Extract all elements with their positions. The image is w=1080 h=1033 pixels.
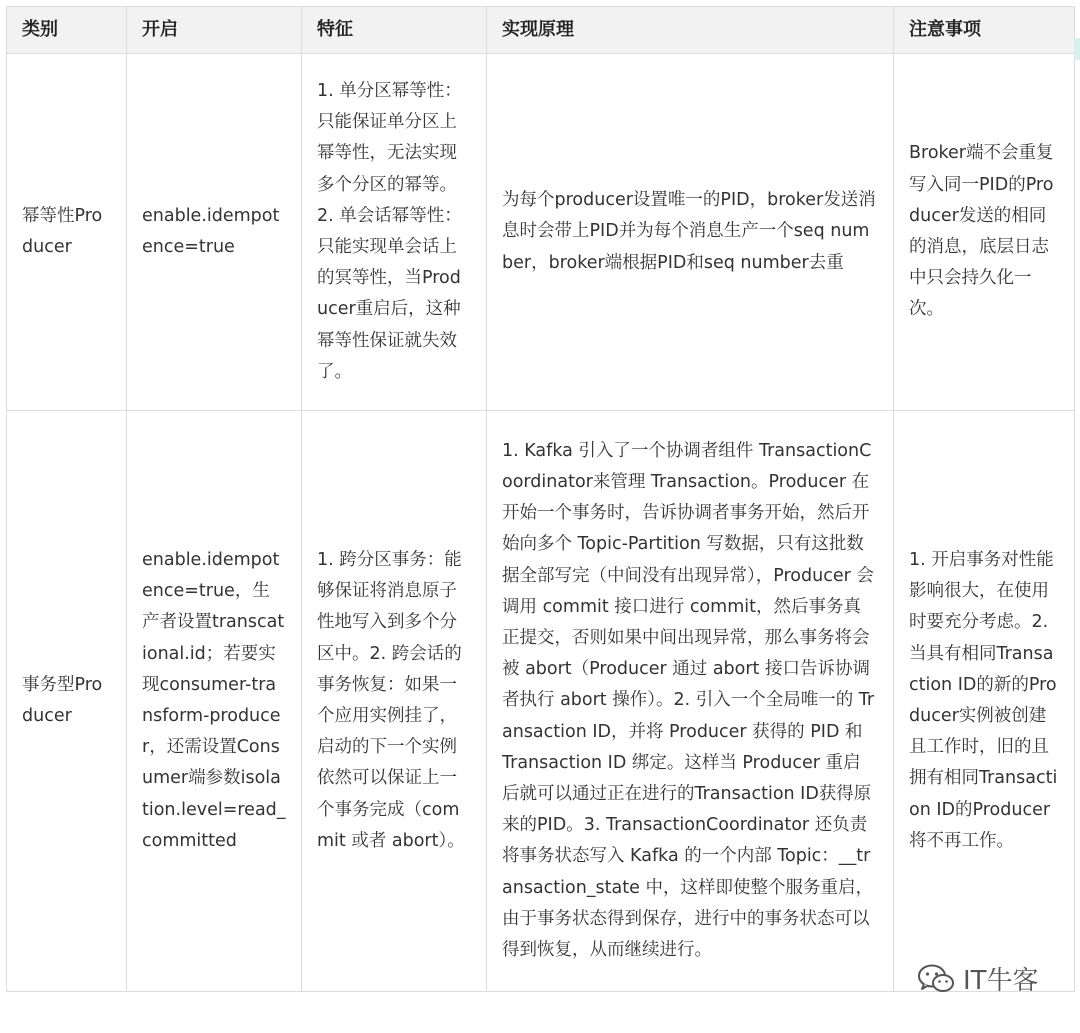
table-header-row [7, 7, 1075, 54]
header-notes: 注意事项 [894, 7, 1075, 54]
cell-text: 1. 开启事务对性能影响很大，在使用时要充分考虑。2. 当具有相同Transaction ID的新的Producer实例被创建且工作时，旧的且拥有相同Transaction ID的Producer将不再工作。 [909, 549, 1058, 851]
watermark-text: IT牛客 [963, 966, 1039, 996]
header-category: 类别 [7, 7, 127, 54]
cell-notes [894, 54, 1075, 411]
cell-text: 事务型Producer [22, 674, 103, 726]
cell-features [302, 54, 487, 411]
cell-category [7, 54, 127, 411]
watermark [917, 960, 1039, 997]
cell-principle [487, 411, 894, 992]
wechat-icon [917, 963, 955, 995]
cell-text: enable.idempotence=true，生产者设置transcational.id；若要实现consumer-transform-producer，还需设置Consumer端参数isolation.level=read_committed [142, 549, 286, 851]
comparison-table-container [6, 6, 1075, 992]
cell-text: Broker端不会重复写入同一PID的Producer发送的相同的消息，底层日志中只会持久化一次。 [909, 143, 1054, 320]
cell-features [302, 411, 487, 992]
cell-principle [487, 54, 894, 411]
cell-text: enable.idempotence=true [142, 205, 280, 257]
header-principle: 实现原理 [487, 7, 894, 54]
header-enable: 开启 [127, 7, 302, 54]
cell-text: 为每个producer设置唯一的PID，broker发送消息时会带上PID并为每个消息生产一个seq number，broker端根据PID和seq number去重 [502, 190, 876, 273]
cell-text: 1. 单分区幂等性：只能保证单分区上幂等性，无法实现多个分区的幂等。 2. 单会话幂等性：只能实现单会话上的冥等性，当Producer重启后，这种幂等性保证就失效了。 [317, 80, 462, 382]
cell-category [7, 411, 127, 992]
comparison-table [6, 6, 1075, 992]
cell-text: 幂等性Producer [22, 205, 103, 257]
cell-text: 1. 跨分区事务：能够保证将消息原子性地写入到多个分区中。2. 跨会话的事务恢复：如果一个应用实例挂了，启动的下一个实例依然可以保证上一个事务完成（commit 或者 abort）。 [317, 549, 465, 851]
table-row [7, 411, 1075, 992]
cell-enable [127, 411, 302, 992]
header-features: 特征 [302, 7, 487, 54]
cell-enable [127, 54, 302, 411]
table-row [7, 54, 1075, 411]
cell-notes [894, 411, 1075, 992]
edge-tab-icon [1074, 38, 1080, 60]
cell-text: 1. Kafka 引入了一个协调者组件 TransactionCoordinator来管理 Transaction。Producer 在开始一个事务时，告诉协调者事务开始，然后开始向多个 Topic-Partition 写数据，只有这批数据全部写完（中间没有出现异常），Producer 会调用 commit 接口进行 commit，然后事务真正提交，否则如果中间出现异常，那么事务将会被 abort（Producer 通过 abort 接口告诉协调者执行 abort 操作）。2. 引入一个全局唯一的 Transaction ID，并将 Producer 获得的 PID 和 Transaction ID 绑定。这样当 Producer 重启后就可以通过正在进行的Transaction ID获得原来的PID。3. TransactionCoordinator 还负责将事务状态写入 Kafka 的一个内部 Topic：__transaction_state 中，这样即使整个服务重启，由于事务状态得到保存，进行中的事务状态可以得到恢复，从而继续进行。 [502, 440, 875, 961]
